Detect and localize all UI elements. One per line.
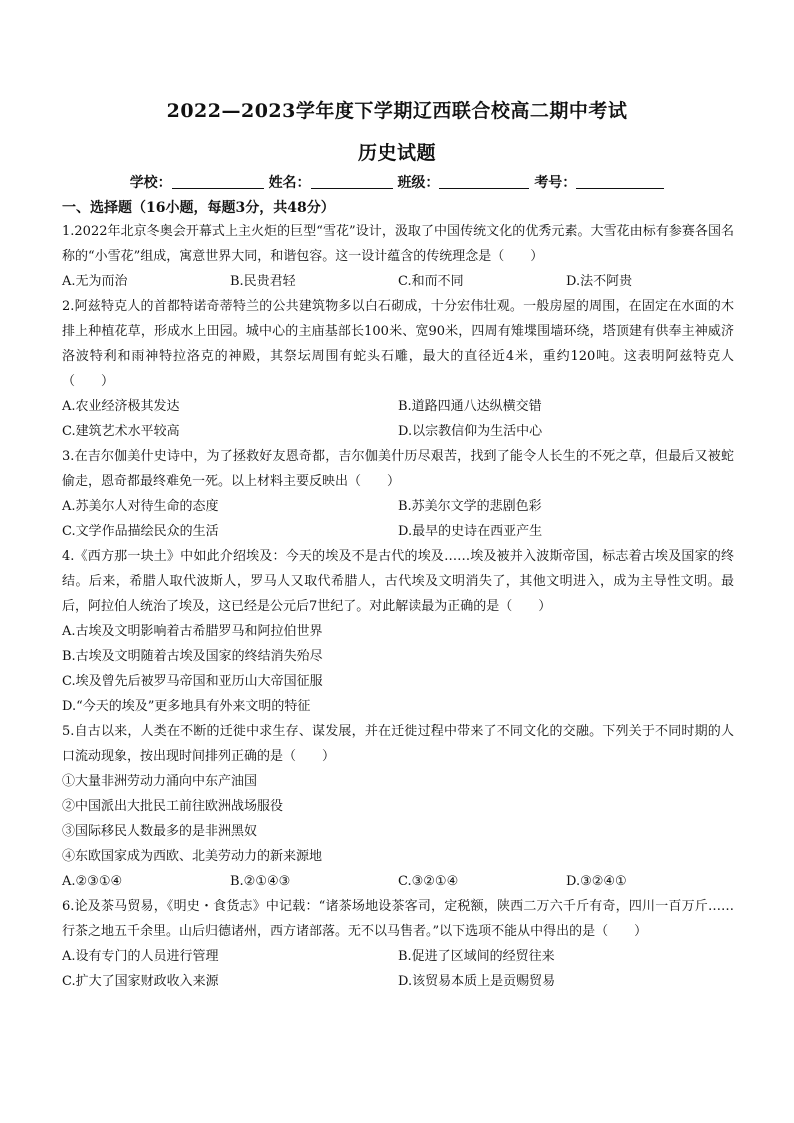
options-row — [62, 394, 734, 419]
class-label: 班级： — [397, 175, 440, 191]
options-row — [62, 419, 734, 444]
option-a[interactable]: A.苏美尔人对待生命的态度 — [62, 499, 219, 514]
option-d[interactable]: D.最早的史诗在西亚产生 — [398, 524, 543, 539]
question-4 — [62, 544, 734, 719]
student-info-line — [0, 172, 794, 192]
option-c[interactable]: C.文学作品描绘民众的生活 — [62, 524, 219, 539]
option-a[interactable]: A.无为而治 — [62, 274, 128, 289]
option-d[interactable]: D.该贸易本质上是贡赐贸易 — [398, 974, 556, 989]
options-row — [62, 969, 734, 994]
question-2 — [62, 294, 734, 444]
school-blank[interactable] — [172, 174, 264, 189]
section-heading: 一、选择题（16小题，每题3分，共48分） — [62, 200, 335, 216]
class-blank[interactable] — [439, 174, 529, 189]
option-b[interactable]: B.古埃及文明随着古埃及国家的终结消失殆尽 — [62, 649, 323, 664]
exam-title: 2022—2023学年度下学期辽西联合校高二期中考试 — [166, 100, 628, 122]
options-row — [62, 494, 734, 519]
option-a[interactable]: A.②③①④ — [62, 874, 123, 889]
option-b[interactable]: B.民贵君轻 — [230, 274, 296, 289]
question-stem: 2.阿兹特克人的首都特诺奇蒂特兰的公共建筑物多以白石砌成，十分宏伟壮观。一般房屋的周围，在固定在水面的木排上种植花草，形成水上田园。城中心的主庙基部长100米、宽90米，四周有雉堞围墙环绕，塔顶建有供奉主神威济洛波特利和雨神特拉洛克的神殿，其祭坛周围有蛇头石雕，最大的直径近4米，重约120吨。这表明阿兹特克人（ ） — [62, 299, 734, 389]
option-c[interactable]: C.③②①④ — [398, 874, 459, 889]
option-a[interactable]: A.农业经济极其发达 — [62, 399, 180, 414]
question-6 — [62, 894, 734, 994]
options-row — [62, 944, 734, 969]
options-row — [62, 519, 734, 544]
options-row — [62, 269, 734, 294]
name-blank[interactable] — [311, 174, 393, 189]
name-label: 姓名： — [268, 175, 311, 191]
question-3 — [62, 444, 734, 544]
option-c[interactable]: C.埃及曾先后被罗马帝国和亚历山大帝国征服 — [62, 674, 323, 689]
option-d[interactable]: D.③②④① — [566, 874, 627, 889]
statement-3: ③国际移民人数最多的是非洲黑奴 — [62, 824, 258, 839]
option-b[interactable]: B.道路四通八达纵横交错 — [398, 399, 542, 414]
option-d[interactable]: D.以宗教信仰为生活中心 — [398, 424, 543, 439]
question-stem: 5.自古以来，人类在不断的迁徙中求生存、谋发展，并在迁徙过程中带来了不同文化的交融。下列关于不同时期的人口流动现象，按出现时间排列正确的是（ ） — [62, 724, 734, 764]
option-d[interactable]: D.法不阿贵 — [566, 274, 633, 289]
option-b[interactable]: B.②①④③ — [230, 874, 291, 889]
statement-2: ②中国派出大批民工前往欧洲战场服役 — [62, 799, 284, 814]
exam-no-blank[interactable] — [576, 174, 664, 189]
exam-no-label: 考号： — [534, 175, 577, 191]
statement-1: ①大量非洲劳动力涌向中东产油国 — [62, 774, 258, 789]
option-a[interactable]: A.古埃及文明影响着古希腊罗马和阿拉伯世界 — [62, 624, 323, 639]
school-label: 学校： — [129, 175, 172, 191]
exam-subtitle: 历史试题 — [357, 142, 436, 164]
question-1 — [62, 219, 734, 294]
question-stem: 4.《西方那一块土》中如此介绍埃及：今天的埃及不是古代的埃及……埃及被并入波斯帝国，标志着古埃及国家的终结。后来，希腊人取代波斯人，罗马人又取代希腊人，古代埃及文明消失了，其他文明进入，成为主导性文明。最后，阿拉伯人统治了埃及，这已经是公元后7世纪了。对此解读最为正确的是（ ） — [62, 549, 734, 614]
option-b[interactable]: B.促进了区域间的经贸往来 — [398, 949, 555, 964]
option-c[interactable]: C.建筑艺术水平较高 — [62, 424, 180, 439]
option-c[interactable]: C.扩大了国家财政收入来源 — [62, 974, 219, 989]
option-b[interactable]: B.苏美尔文学的悲剧色彩 — [398, 499, 542, 514]
question-stem: 3.在吉尔伽美什史诗中，为了拯救好友恩奇都，吉尔伽美什历尽艰苦，找到了能令人长生的不死之草，但最后又被蛇偷走，恩奇都最终难免一死。以上材料主要反映出（ ） — [62, 449, 734, 489]
options-row — [62, 869, 734, 894]
question-5 — [62, 719, 734, 894]
statement-4: ④东欧国家成为西欧、北美劳动力的新来源地 — [62, 849, 323, 864]
questions-area — [62, 197, 734, 994]
option-a[interactable]: A.设有专门的人员进行管理 — [62, 949, 219, 964]
option-d[interactable]: D.“今天的埃及”更多地具有外来文明的特征 — [62, 699, 311, 714]
question-stem: 6.论及茶马贸易，《明史・食货志》中记载：“诸茶场地设茶客司，定税额，陕西二万六千斤有奇，四川一百万斤……行茶之地五千余里。山后归德诸州，西方诸部落。无不以马售者。”以下选项不能从中得出的是（ ） — [62, 899, 734, 939]
question-stem: 1.2022年北京冬奥会开幕式上主火炬的巨型“雪花”设计，汲取了中国传统文化的优秀元素。大雪花由标有参赛各国名称的“小雪花”组成，寓意世界大同，和谐包容。这一设计蕴含的传统理念是（ ） — [62, 224, 734, 264]
option-c[interactable]: C.和而不同 — [398, 274, 464, 289]
